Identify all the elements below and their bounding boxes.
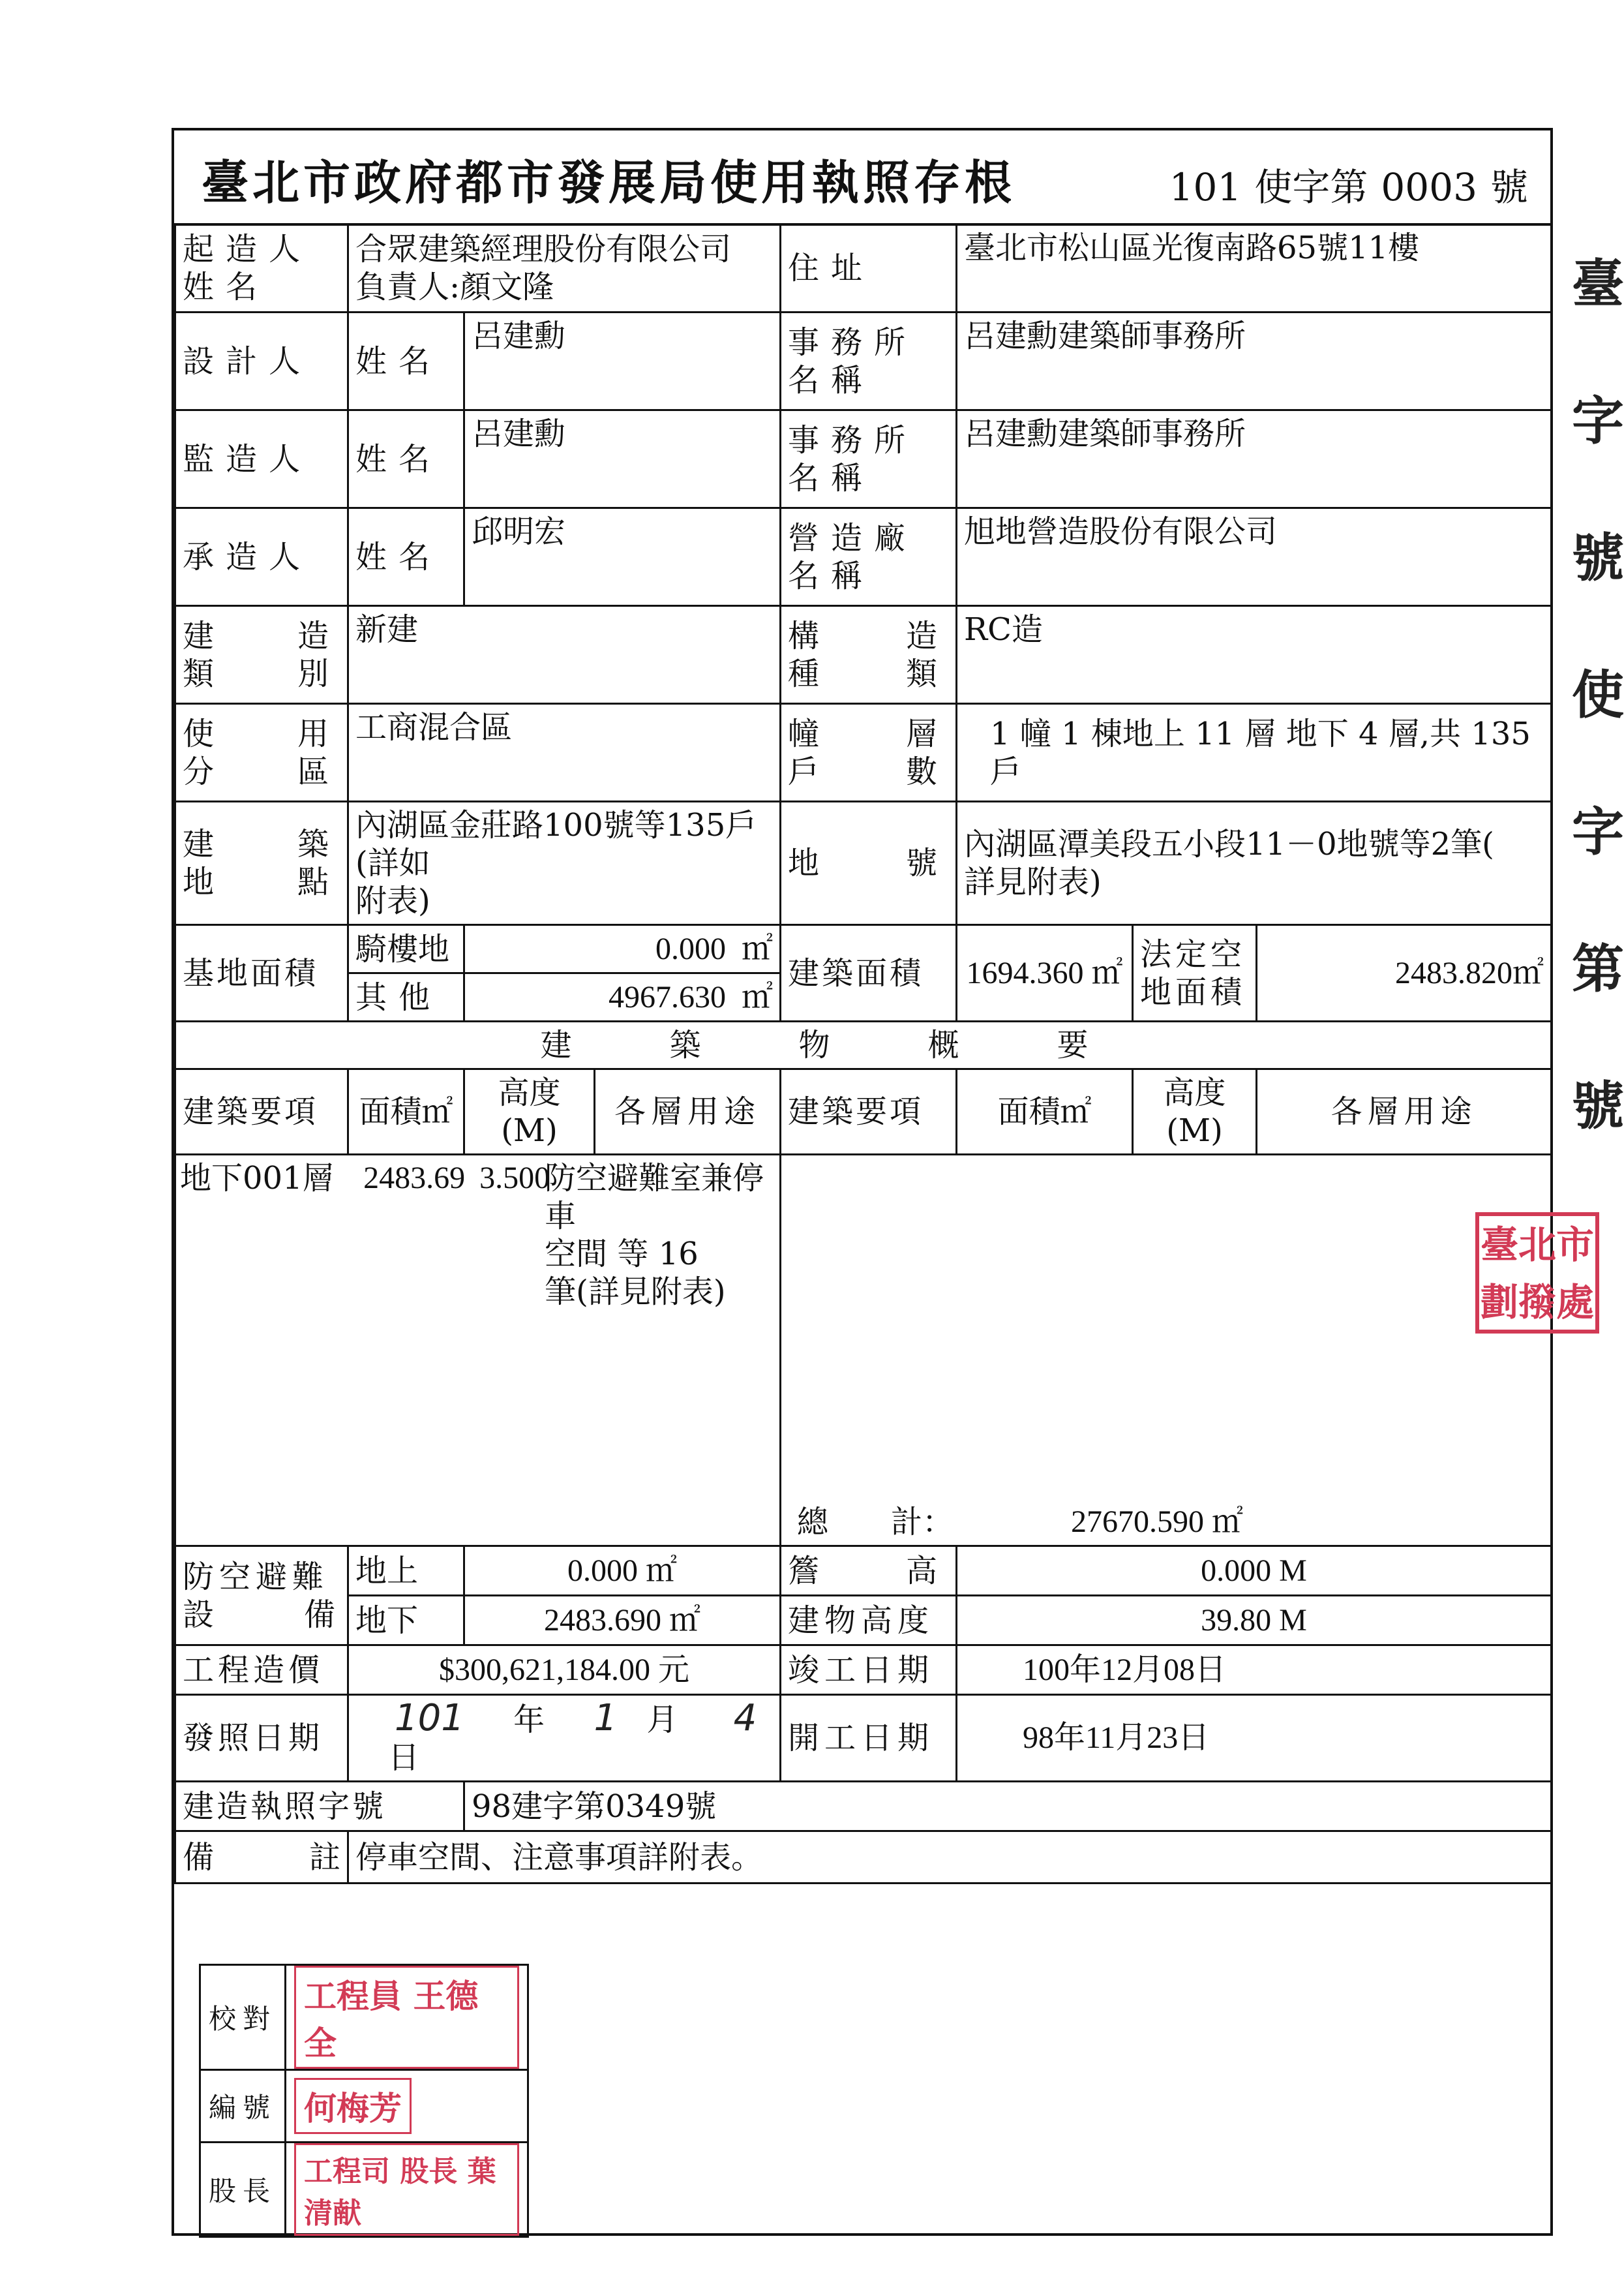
row-zoning [175,704,1552,802]
form-header [174,130,1550,226]
row-remark [175,1831,1552,1884]
row-area-1 [175,925,1552,973]
zoning-label: 使 用 分 區 [175,704,348,802]
construction-type: 新建 [348,606,781,704]
building-area: 1694.360 ㎡ [957,925,1133,1022]
floor-row [176,1155,779,1311]
shelter-label: 防空避難 設 備 [175,1546,348,1645]
address-value: 臺北市松山區光復南路65號11樓 [957,224,1552,313]
row-site [175,802,1552,925]
number-stamp: 何梅芳 [294,2078,412,2134]
arcade-label: 騎樓地 [348,925,464,973]
zoning-value: 工商混合區 [348,704,781,802]
check-label: 校對 [200,1965,286,2070]
form-title: 臺北市政府都市發展局使用執照存根 [202,155,1016,210]
supervisor-name: 呂建勳 [464,410,781,508]
chief-stamp-cell [286,2143,528,2237]
col-height-left: 高度(M) [464,1069,595,1155]
site-label: 建 築 地 點 [175,802,348,925]
open-area: 2483.820㎡ [1257,925,1552,1022]
shelter-below-label: 地下 [348,1596,464,1645]
row-designer [175,313,1552,410]
floor-height: 3.500 [479,1161,550,1195]
structure-label: 構 造 種 類 [781,606,957,704]
form-table [174,223,1552,1884]
col-item-left: 建築要項 [175,1069,348,1155]
shelter-above-label: 地上 [348,1546,464,1596]
floors-label: 幢 層 戶 數 [781,704,957,802]
structure-type: RC造 [957,606,1552,704]
cost-value: $300,621,184.00 元 [348,1645,781,1695]
check-stamp-cell [286,1965,528,2070]
signoff-check [200,1965,528,2070]
col-area-left: 面積㎡ [348,1069,464,1155]
supervisor-label: 監造人 [175,410,348,508]
issue-year: 101 [395,1697,464,1739]
shelter-below: 2483.690 ㎡ [464,1596,781,1645]
height-value: 39.80 M [957,1596,1552,1645]
license-value: 98建字第0349號 [464,1782,1552,1831]
lot-label: 地 號 [781,802,957,925]
contractor-company-label: 營造廠 名稱 [781,508,957,606]
floors-value: 1 幢 1 棟地上 11 層 地下 4 層,共 135 戶 [957,704,1552,802]
row-summary-header [175,1069,1552,1155]
designer-name-label: 姓名 [348,313,464,410]
signoff-table [199,1964,529,2238]
row-cost [175,1645,1552,1695]
row-summary-title [175,1022,1552,1069]
floor-use: 防空避難室兼停車 空間 等 16 筆(詳見附表) [545,1160,764,1310]
designer-office-label: 事務所 名稱 [781,313,957,410]
remark-label: 備 註 [175,1831,348,1884]
designer-name: 呂建勳 [464,313,781,410]
total-value: 27670.590 ㎡ [1071,1504,1244,1539]
check-stamp: 工程員 王德全 [294,1966,519,2069]
cost-label: 工程造價 [175,1645,348,1695]
completion-label: 竣工日期 [781,1645,957,1695]
floor-area: 2483.69 [363,1161,466,1195]
col-area-right: 面積㎡ [957,1069,1133,1155]
supervisor-office: 呂建勳建築師事務所 [957,410,1552,508]
builder-value: 合眾建築經理股份有限公司 負責人:顏文隆 [348,224,781,313]
site-area-label: 基地面積 [175,925,348,1022]
supervisor-office-label: 事務所 名稱 [781,410,957,508]
permit-form [172,128,1553,2236]
chief-label: 股長 [200,2143,286,2237]
contractor-name: 邱明宏 [464,508,781,606]
permit-suffix: 號 [1490,165,1528,209]
contractor-name-label: 姓名 [348,508,464,606]
permit-number [1163,157,1535,211]
permit-year: 101 [1169,165,1242,209]
contractor-label: 承造人 [175,508,348,606]
other-area: 4967.630 ㎡ [464,973,781,1022]
shelter-above: 0.000 ㎡ [464,1546,781,1596]
height-label: 建物高度 [781,1596,957,1645]
row-license [175,1782,1552,1831]
address-label: 住址 [781,224,957,313]
permit-word: 使字第 [1254,165,1368,209]
summary-title: 建築物概要 [175,1022,1552,1069]
row-contractor [175,508,1552,606]
other-label: 其他 [348,973,464,1022]
floor-name: 地下001層 [180,1160,334,1197]
designer-office: 呂建勳建築師事務所 [957,313,1552,410]
col-item-right: 建築要項 [781,1069,957,1155]
site-value: 內湖區金莊路100號等135戶(詳如 附表) [348,802,781,925]
lot-value: 內湖區潭美段五小段11－0地號等2筆( 詳見附表) [957,802,1552,925]
builder-label: 起造人 姓名 [175,224,348,313]
row-summary-body [175,1155,1552,1546]
summary-left [175,1155,781,1546]
permit-no: 0003 [1381,165,1477,209]
summary-right [781,1155,1552,1546]
signoff-number [200,2070,528,2143]
number-label: 編號 [200,2070,286,2143]
row-shelter-2 [175,1596,1552,1645]
signoff-chief [200,2143,528,2237]
issue-month: 1 [594,1697,618,1739]
row-construction [175,606,1552,704]
row-issue [175,1695,1552,1782]
construction-type-label: 建 造 類 別 [175,606,348,704]
total-row [781,1499,1550,1545]
issue-label: 發照日期 [175,1695,348,1782]
official-seal: 臺北市 劃撥處 [1475,1212,1599,1334]
chief-stamp: 工程司 股長 葉清献 [294,2143,519,2236]
row-builder [175,224,1552,313]
license-label: 建造執照字號 [175,1782,464,1831]
open-area-label: 法定空 地面積 [1133,925,1257,1022]
issue-day: 4 [733,1697,757,1739]
row-shelter-1 [175,1546,1552,1596]
col-height-right: 高度(M) [1133,1069,1257,1155]
start-label: 開工日期 [781,1695,957,1782]
total-label: 總 計： [797,1504,954,1540]
supervisor-name-label: 姓名 [348,410,464,508]
number-stamp-cell [286,2070,528,2143]
eave-label: 簷 高 [781,1546,957,1596]
arcade-area: 0.000 ㎡ [464,925,781,973]
contractor-company: 旭地營造股份有限公司 [957,508,1552,606]
eave-value: 0.000 M [957,1546,1552,1596]
designer-label: 設計人 [175,313,348,410]
start-date: 98年11月23日 [957,1695,1552,1782]
remark-value: 停車空間、注意事項詳附表。 [348,1831,1552,1884]
row-supervisor [175,410,1552,508]
issue-date: 101 年 1 月 4 日 [348,1695,781,1782]
col-use-left: 各層用途 [595,1069,781,1155]
edge-fragment-text: 臺 字 號 使 字 第 號 [1572,253,1624,1136]
col-use-right: 各層用途 [1257,1069,1552,1155]
building-area-label: 建築面積 [781,925,957,1022]
completion-date: 100年12月08日 [957,1645,1552,1695]
